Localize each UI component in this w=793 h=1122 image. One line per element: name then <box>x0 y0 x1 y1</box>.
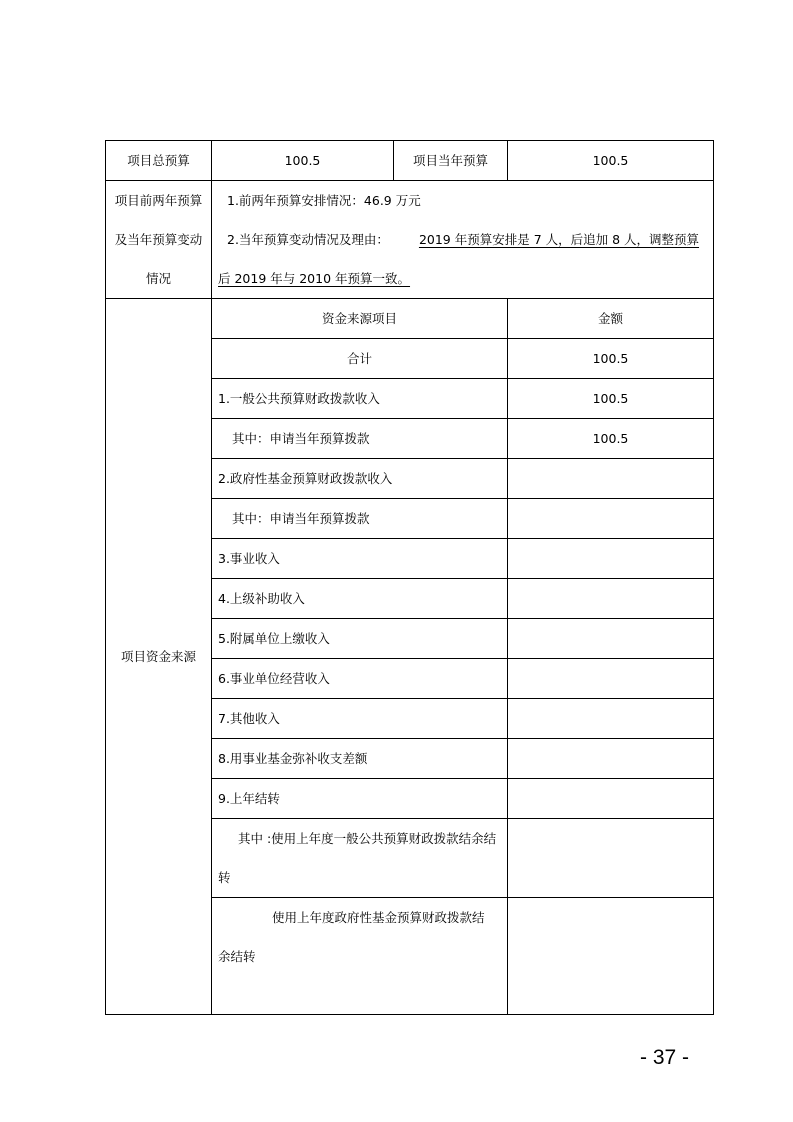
funding-row-value <box>508 699 714 739</box>
summary-row <box>106 141 714 181</box>
funding-row-value <box>508 659 714 699</box>
current-budget-value: 100.5 <box>508 141 714 181</box>
funding-row-label: 5.附属单位上缴收入 <box>212 619 508 659</box>
budget-table <box>105 140 714 1015</box>
funding-row-value <box>508 579 714 619</box>
funding-row-label: 2.政府性基金预算财政拨款收入 <box>212 459 508 499</box>
funding-source-label: 项目资金来源 <box>106 299 212 1015</box>
change-item2-underline2: 后 2019 年与 2010 年预算一致。 <box>218 271 411 286</box>
carry-over-general-label <box>212 819 508 898</box>
funding-row-value <box>508 459 714 499</box>
change-label-line1: 项目前两年预算 <box>114 193 203 208</box>
funding-row-value <box>508 779 714 819</box>
current-budget-label: 项目当年预算 <box>394 141 508 181</box>
funding-row-value <box>508 539 714 579</box>
carry-over-general-value <box>508 819 714 898</box>
change-content <box>212 181 714 299</box>
change-label-line2: 及当年预算变动 <box>114 232 203 247</box>
funding-row-label: 9.上年结转 <box>212 779 508 819</box>
change-item2 <box>218 220 707 259</box>
carry-over-fund-line1: 使用上年度政府性基金预算财政拨款结 <box>272 910 485 925</box>
funding-total-value: 100.5 <box>508 339 714 379</box>
funding-row-value: 100.5 <box>508 379 714 419</box>
funding-header-amount: 金额 <box>508 299 714 339</box>
funding-row-value: 100.5 <box>508 419 714 459</box>
carry-over-fund-label <box>212 898 508 1015</box>
carry-over-general-line1: 其中 :使用上年度一般公共预算财政拨款结余结 <box>238 831 497 846</box>
carry-over-general-line2: 转 <box>218 870 231 885</box>
funding-row-value <box>508 499 714 539</box>
funding-row-label: 1.一般公共预算财政拨款收入 <box>212 379 508 419</box>
funding-row-label: 8.用事业基金弥补收支差额 <box>212 739 508 779</box>
funding-row-label: 7.其他收入 <box>212 699 508 739</box>
change-item2-underline1: 2019 年预算安排是 7 人，后追加 8 人，调整预算 <box>418 232 700 247</box>
funding-row-value <box>508 739 714 779</box>
funding-row-label: 其中：申请当年预算拨款 <box>212 419 508 459</box>
funding-row-label: 4.上级补助收入 <box>212 579 508 619</box>
funding-row-label: 6.事业单位经营收入 <box>212 659 508 699</box>
funding-row-label: 3.事业收入 <box>212 539 508 579</box>
carry-over-fund-value <box>508 898 714 1015</box>
funding-row-value <box>508 619 714 659</box>
carry-over-fund-line2: 余结转 <box>218 949 256 964</box>
change-item2-prefix: 2.当年预算变动情况及理由： <box>227 232 389 247</box>
funding-total-label: 合计 <box>212 339 508 379</box>
funding-row-label: 其中：申请当年预算拨款 <box>212 499 508 539</box>
change-label-line3: 情况 <box>145 271 171 286</box>
total-budget-label: 项目总预算 <box>106 141 212 181</box>
page-number: - 37 - <box>640 1046 690 1069</box>
change-label <box>106 181 212 299</box>
change-row <box>106 181 714 299</box>
funding-header-row <box>106 299 714 339</box>
change-item1: 1.前两年预算安排情况：46.9 万元 <box>227 193 421 208</box>
funding-header-item: 资金来源项目 <box>212 299 508 339</box>
total-budget-value: 100.5 <box>212 141 394 181</box>
